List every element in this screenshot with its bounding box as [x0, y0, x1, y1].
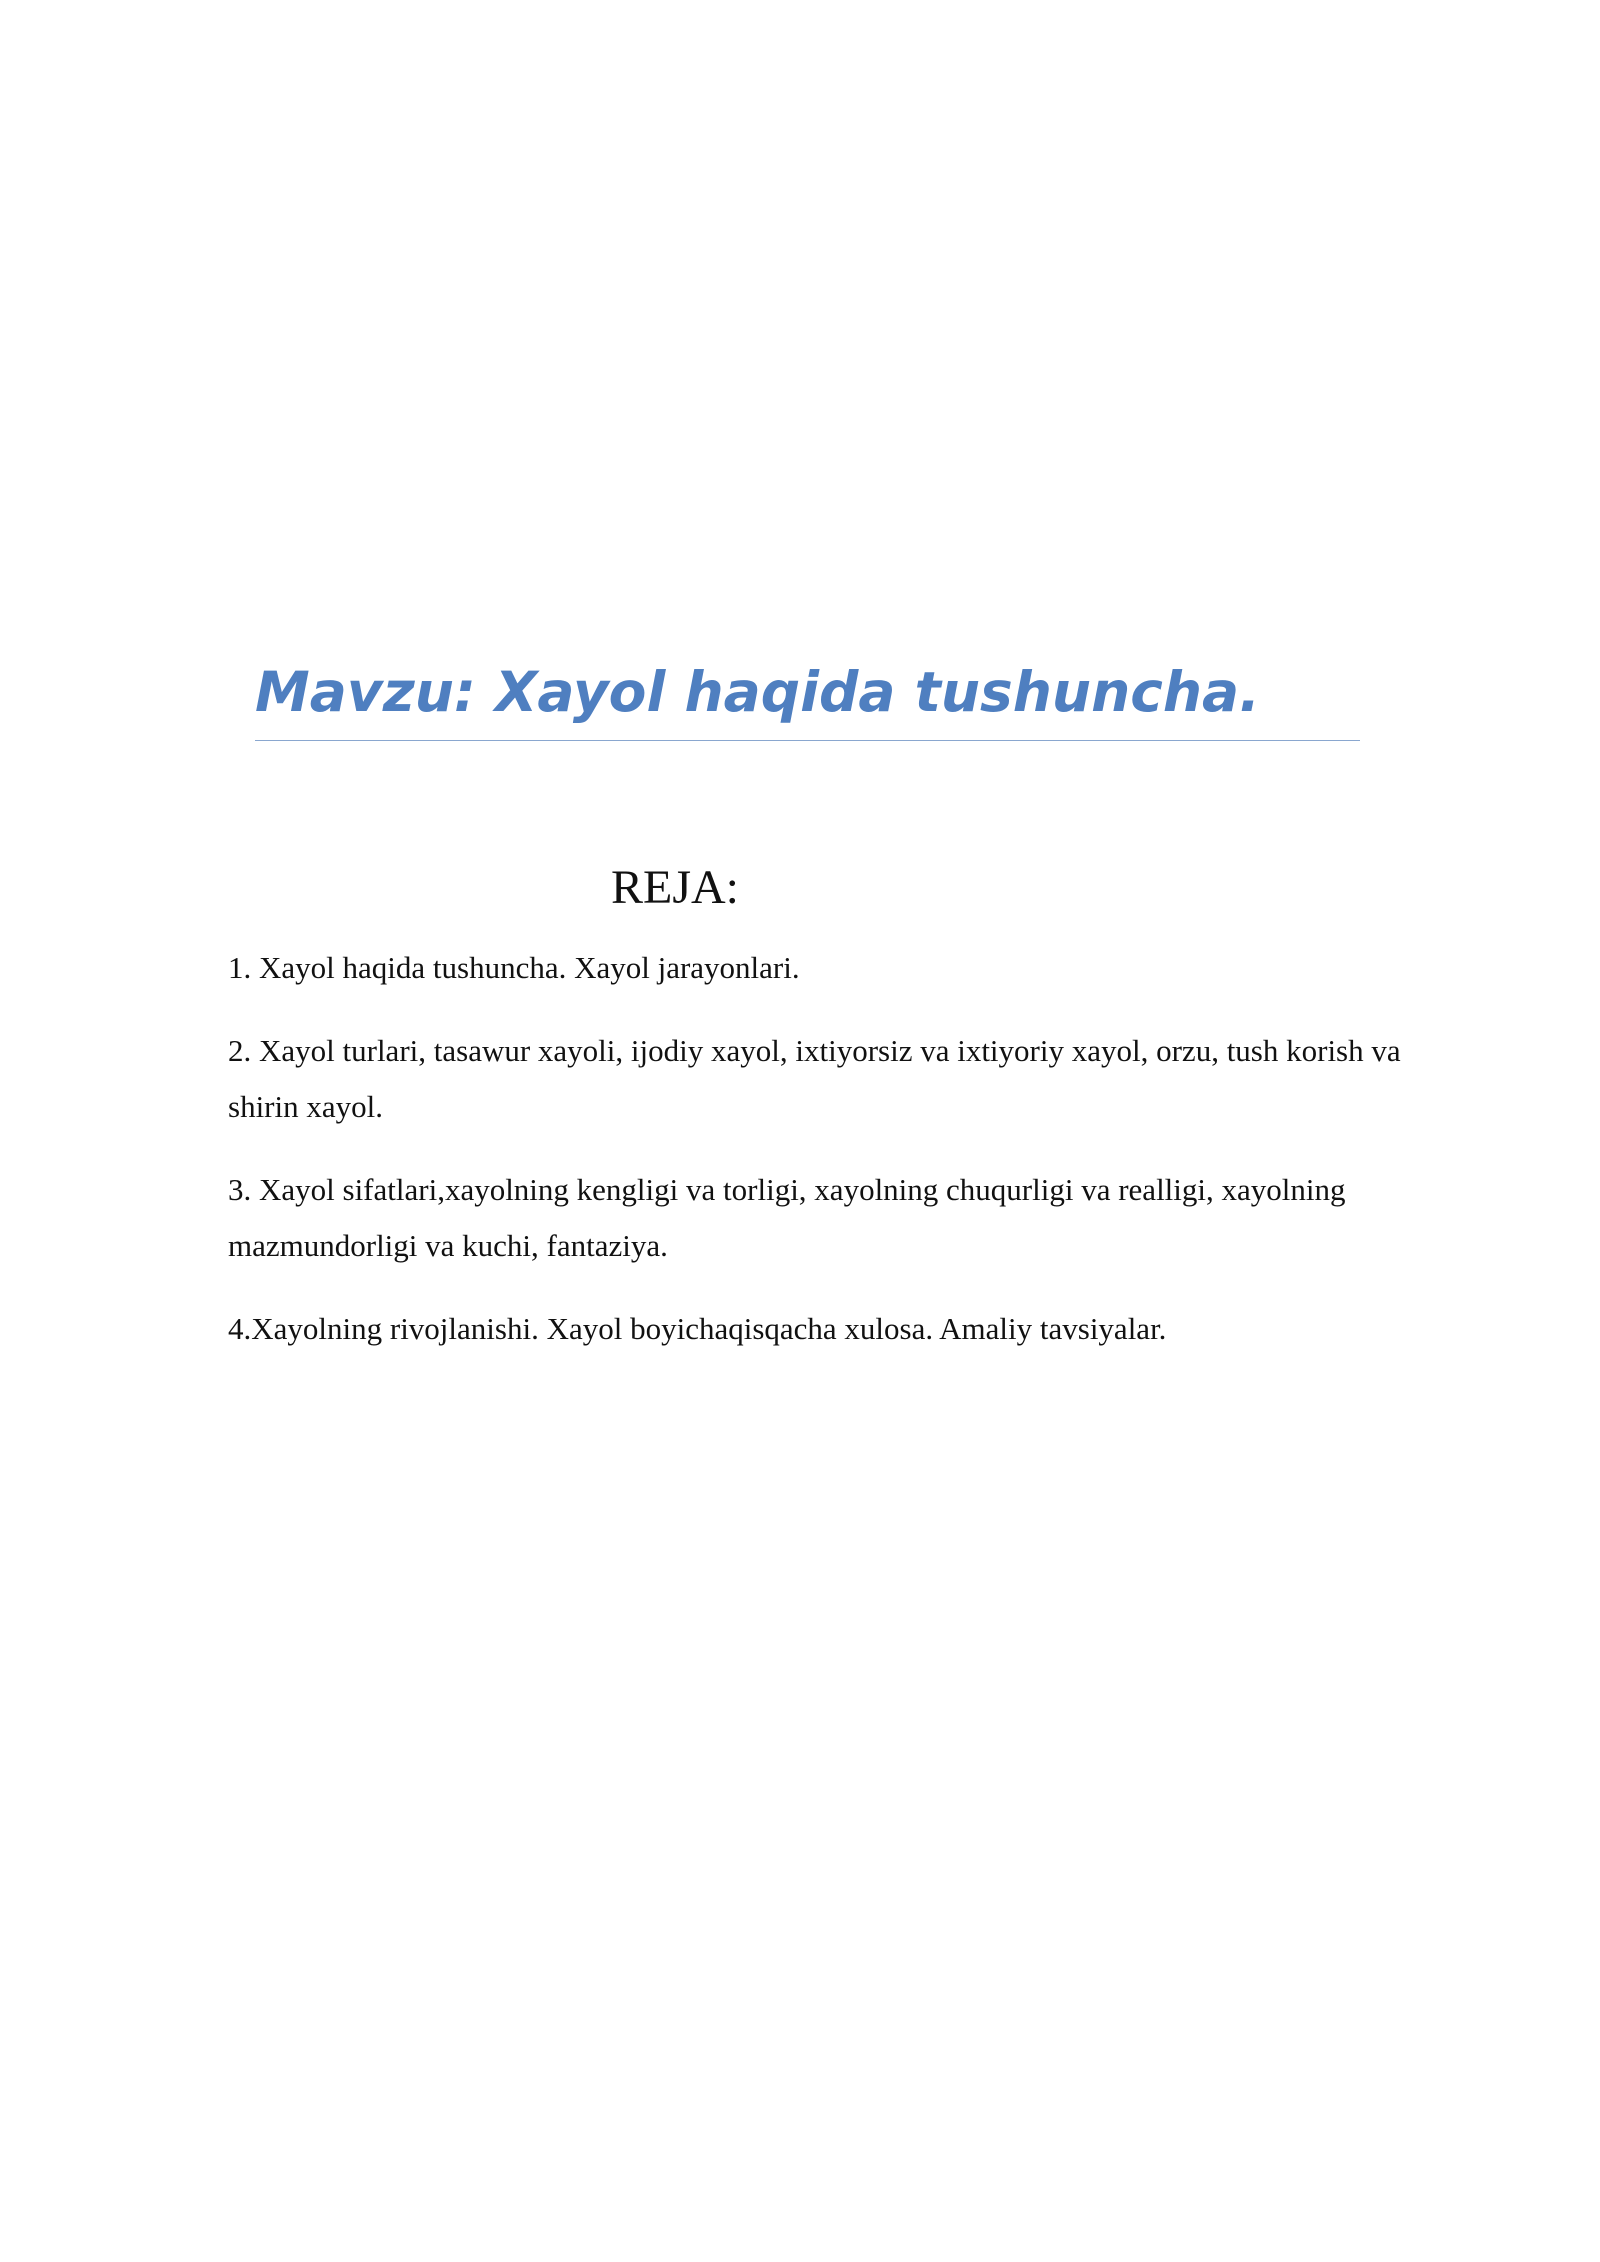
plan-item-3: 3. Xayol sifatlari,xayolning kengligi va torligi, xayolning chuqurligi va realligi, xayolning mazmundorligi va kuchi, fantaziya.	[228, 1172, 1346, 1263]
document-title: Mavzu: Xayol haqida tushuncha.	[255, 660, 1261, 724]
plan-item-4: 4.Xayolning rivojlanishi. Xayol boyichaqisqacha xulosa. Amaliy tavsiyalar.	[228, 1311, 1167, 1346]
plan-heading: REJA:	[610, 861, 739, 914]
title-underline-rule	[255, 740, 1360, 741]
plan-list	[228, 940, 1463, 1384]
plan-item-2: 2. Xayol turlari, tasawur xayoli, ijodiy xayol, ixtiyorsiz va ixtiyoriy xayol, orzu, tush korish va shirin xayol.	[228, 1033, 1401, 1124]
plan-item-1: 1. Xayol haqida tushuncha. Xayol jarayonlari.	[228, 950, 800, 985]
